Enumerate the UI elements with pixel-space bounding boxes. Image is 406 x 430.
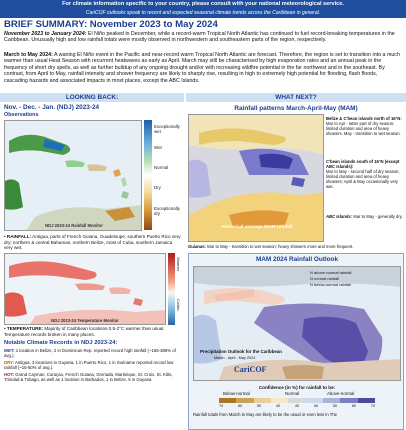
rainfall-map-graphic bbox=[5, 121, 142, 231]
confidence-num: 50 bbox=[256, 404, 262, 408]
legend-exceptionally-dry: Exceptionally dry bbox=[154, 206, 180, 216]
confidence-below-label: Below-normal bbox=[223, 391, 250, 396]
cbean-south-body: Mar to May - second half of dry season; limited duration and area of heavy showers; April & May occasionally very wet. bbox=[326, 169, 400, 190]
notice-banner bbox=[0, 0, 406, 18]
record-dry bbox=[4, 360, 182, 370]
legend-exceptionally-wet: Exceptionally wet bbox=[154, 124, 180, 134]
cbean-south-head: C'bean islands south of 16°N (except ABC Islands): bbox=[326, 159, 400, 170]
outlook-legend-below: N below-normal rainfall bbox=[310, 282, 351, 287]
record-wet-key: WET: bbox=[4, 348, 15, 353]
legend-normal: Normal bbox=[154, 165, 169, 170]
temperature-map-graphic bbox=[5, 254, 166, 325]
abc-islands-head: ABC Islands: bbox=[326, 214, 353, 219]
rainfall-map-label: NDJ 2023-24 Rainfall Monitor bbox=[45, 223, 103, 228]
abc-islands-text bbox=[326, 214, 404, 219]
confidence-normal-label: Normal bbox=[285, 391, 300, 396]
what-next-header: WHAT NEXT? bbox=[186, 93, 406, 102]
confidence-above-label: Above-normal bbox=[327, 391, 355, 396]
historical-rainfall-map bbox=[188, 114, 324, 242]
confidence-numbers bbox=[219, 404, 375, 408]
record-dry-text: Antigua, 3 locations in Guyana, 1 in Puerto Rico, 1 in Suriname reported record low rainfall (~15-50% of avg.). bbox=[4, 360, 174, 371]
record-hot-key: HOT: bbox=[4, 372, 15, 377]
confidence-num: 70 bbox=[219, 404, 224, 408]
confidence-num: 60 bbox=[237, 404, 243, 408]
summary-forecast-lead: March to May 2024: bbox=[4, 52, 53, 58]
historical-map-label: Historical average MAM rainfall bbox=[221, 225, 293, 230]
belize-north-text bbox=[326, 116, 404, 136]
temperature-monitor-map bbox=[4, 253, 166, 325]
outlook-inner-title: Precipitation Outlook for the Caribbean bbox=[200, 349, 282, 354]
outlook-legend-normal: N normal rainfall bbox=[310, 276, 340, 281]
observations-title: Observations bbox=[4, 112, 39, 118]
temperature-map-label: NDJ 2023-24 Temperature Monitor bbox=[51, 318, 119, 323]
guianas-lead: Guianas: bbox=[188, 244, 206, 249]
outlook-legend-above: N above-normal rainfall bbox=[310, 270, 352, 275]
outlook-inner-subtitle: March - April - May 2024 bbox=[214, 356, 256, 360]
record-hot-text: Grand Cayman, Curaçao, French Guiana, Grenada, Martinique, St. Croix, St. Kitts, Trinidad & Tobago, as well as 1 location in Barbados, 1 in Belize, 5 in Guyana bbox=[4, 372, 173, 383]
confidence-num: 40 bbox=[275, 404, 281, 408]
record-wet bbox=[4, 348, 182, 358]
rainfall-bullet: • RAINFALL: Antigua, parts of French Guiana, Guadeloupe, southern Puerto Rico very dry; northern & central Bahamas, northern Belize, most of Cuba, southern Jamaica very wet. bbox=[4, 234, 181, 251]
what-next-column bbox=[186, 103, 406, 430]
confidence-color-bar bbox=[219, 398, 375, 403]
confidence-num: 40 bbox=[294, 404, 300, 408]
rainfall-outlook-map bbox=[193, 266, 401, 381]
legend-wet: Wet bbox=[154, 145, 162, 150]
caricof-logo: CariCOF bbox=[234, 365, 267, 374]
temperature-bullet-lead: TEMPERATURE: bbox=[6, 326, 44, 331]
summary-forecast-body: A waning El Niño event in the Pacific and near-record warm Tropical North Atlantic are forecast. Therefore, the region is set to transition into a much warmer than usual Heat Season with recurrent heatwaves as early as April. March may still be characterised by high evaporation rates and an annual peak in the frequency of short dry spells, as well as further buildup of any ongoing drought and/or with increasing wildfire potential in the far northwest and in the southeast. By contrast, from April to May, rainfall intensity and shower frequency are likely to sharply rise, resulting in high to extremely high potential for flooding, flash floods, cascading hazards and associated impacts in most places, except the ABC Islands. bbox=[4, 52, 400, 84]
belize-north-body: Mar to Apr - latter part of dry season; limited duration and area of heavy showers. May - transition to wet season. bbox=[326, 121, 401, 137]
confidence-num: 70 bbox=[370, 404, 375, 408]
temperature-legend-bar bbox=[168, 253, 175, 325]
confidence-num: 50 bbox=[332, 404, 338, 408]
record-wet-text: 1 location in Belize, 2 in Dominican Rep. reported record high rainfall (~165-385% of avg.). bbox=[4, 348, 176, 359]
temperature-bullet-body: Majority of Caribbean locations 0.5-2°C warmer than usual. Temperature records broken in many places. bbox=[4, 326, 165, 337]
summary-past-lead: November 2023 to January 2024: bbox=[4, 31, 87, 37]
abc-islands-body: Mar to May - generally dry. bbox=[352, 214, 403, 219]
historical-map-graphic bbox=[189, 115, 324, 242]
rainfall-bullet-lead: RAINFALL: bbox=[6, 234, 32, 239]
rainfall-bullet-body: Antigua, parts of French Guiana, Guadeloupe, southern Puerto Rico very dry; northern & central Bahamas, northern Belize, most of Cuba, southern Jamaica very wet. bbox=[4, 234, 181, 251]
rainfall-outlook-title: MAM 2024 Rainfall Outlook bbox=[255, 256, 339, 263]
rainfall-patterns-title: Rainfall patterns March-April-May (MAM) bbox=[234, 105, 358, 112]
rainfall-monitor-map bbox=[4, 120, 142, 231]
confidence-title: Confidence (in %) for rainfall to be: bbox=[258, 385, 336, 390]
record-hot bbox=[4, 372, 182, 382]
summary-past-body: El Niño peaked in December, while a record-warm Tropical North Atlantic has continued to fuel record-breaking temperatures in the Caribbean. Unusually high and low rainfall totals were mostly observed in northwestern and southeastern parts of the region, respectively. bbox=[4, 31, 395, 44]
rainfall-legend-bar bbox=[144, 120, 152, 230]
guianas-text bbox=[188, 244, 404, 249]
summary-paragraph-past bbox=[4, 31, 402, 44]
confidence-num: 40 bbox=[313, 404, 319, 408]
outlook-map-graphic bbox=[194, 267, 401, 381]
record-dry-key: DRY: bbox=[4, 360, 15, 365]
outlook-footer-text: Rainfall totals from March to May are likely to be the usual or even less in The bbox=[193, 412, 337, 417]
summary-paragraph-forecast bbox=[4, 52, 402, 84]
notice-line-1: For climate information specific to your country, please consult with your national meteorological service. bbox=[62, 1, 344, 7]
looking-back-column bbox=[0, 103, 184, 430]
temperature-bullet: • TEMPERATURE: Majority of Caribbean locations 0.5-2°C warmer than usual. Temperature records broken in many places. bbox=[4, 326, 165, 337]
ndj-title: Nov. - Dec. - Jan. (NDJ) 2023-24 bbox=[4, 104, 100, 111]
guianas-body: Mar to May - transition to wet season; heavy showers more and more frequent. bbox=[205, 244, 354, 249]
rainfall-outlook-box bbox=[188, 253, 404, 430]
records-title: Notable Climate Records in NDJ 2023-24: bbox=[4, 340, 118, 346]
belize-north-head: Belize & C'bean islands north of 16°N: bbox=[326, 116, 402, 121]
legend-warmer: Warmer bbox=[176, 257, 181, 272]
looking-back-header: LOOKING BACK: bbox=[0, 93, 184, 102]
brief-summary-title: BRIEF SUMMARY: November 2023 to May 2024 bbox=[4, 19, 218, 30]
legend-dry: Dry bbox=[154, 185, 161, 190]
cbean-south-text bbox=[326, 159, 404, 190]
confidence-num: 60 bbox=[351, 404, 357, 408]
legend-colder: Colder bbox=[176, 299, 181, 311]
notice-line-2: CariCOF outlooks speak to recent and expected seasonal climate trends across the Caribbean in general. bbox=[85, 10, 321, 16]
